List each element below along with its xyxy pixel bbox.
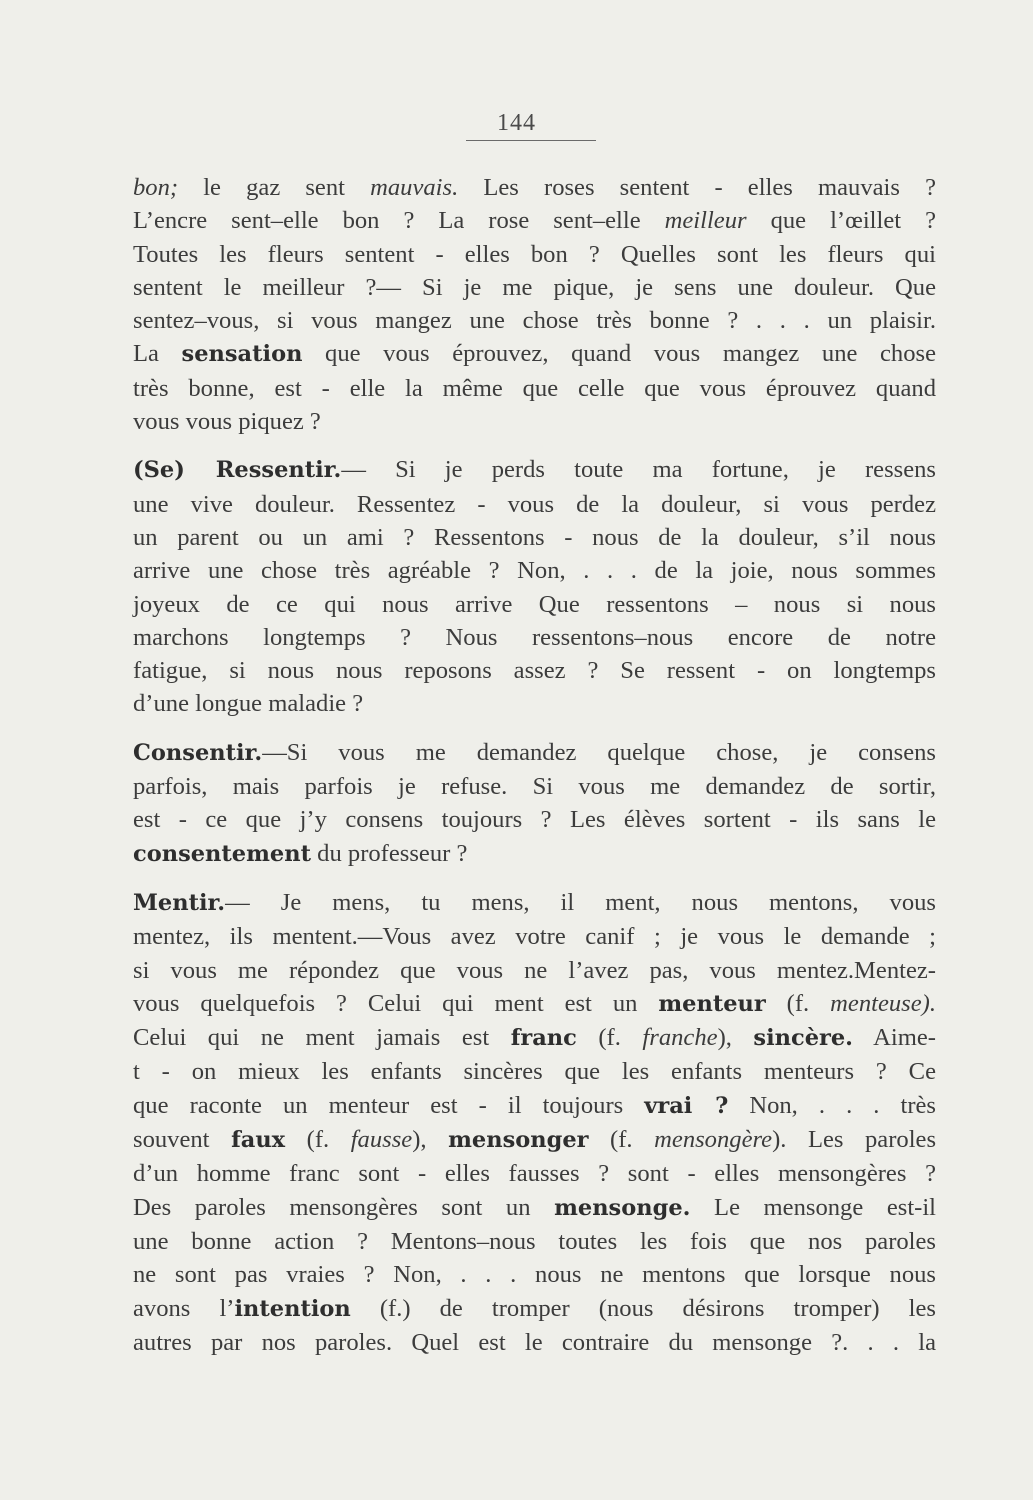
italic-word: mauvais. <box>370 174 459 201</box>
italic-word: franche <box>642 1024 718 1052</box>
text-line: vous quelquefois ? Celui qui ment est un menteur (f. menteuse). <box>133 989 936 1017</box>
vocabulary-term: faux <box>231 1127 286 1154</box>
text-line: bon; le gaz sent mauvais. Les roses sentent - elles mauvais ? <box>133 174 936 201</box>
vocabulary-term: sincère. <box>753 1025 854 1052</box>
text-line: Toutes les fleurs sentent - elles bon ? Quelles sont les fleurs qui <box>133 240 936 268</box>
page-number: 144 <box>497 110 536 136</box>
vocabulary-term: menteur <box>658 990 766 1017</box>
vocabulary-term: intention <box>234 1295 351 1322</box>
vocabulary-term: sensation <box>181 341 303 368</box>
vocabulary-term: vrai ? <box>644 1092 729 1119</box>
text-line: consentement du professeur ? <box>133 839 468 867</box>
text-line: Celui qui ne ment jamais est franc (f. franche), sincère. Aime- <box>133 1024 936 1052</box>
section-heading-ressentir: (Se) Ressentir. <box>133 457 342 484</box>
vocabulary-term: mensonger <box>448 1127 589 1154</box>
text-line: Mentir.— Je mens, tu mens, il ment, nous mentons, vous <box>133 888 936 916</box>
text-line: fatigue, si nous nous reposons assez ? Se ressent - on longtemps <box>133 657 936 685</box>
italic-word: fausse <box>350 1126 413 1154</box>
italic-word: menteuse). <box>830 989 936 1017</box>
text-line: sentez–vous, si vous mangez une chose très bonne ? . . . un plaisir. <box>133 307 936 335</box>
text-line: (Se) Ressentir.— Si je perds toute ma fortune, je ressens <box>133 456 937 484</box>
text-line: un parent ou un ami ? Ressentons - nous de la douleur, s’il nous <box>133 523 936 551</box>
text-line: d’une longue maladie ? <box>133 690 364 718</box>
text-line: est - ce que j’y consens toujours ? Les élèves sortent - ils sans le <box>133 806 936 834</box>
text-line: ne sont pas vraies ? Non, . . . nous ne mentons que lorsque nous <box>133 1261 936 1289</box>
text-line: parfois, mais parfois je refuse. Si vous me demandez de sortir, <box>133 773 936 801</box>
text-line: souvent faux (f. fausse), mensonger (f. mensongère). Les paroles <box>133 1126 937 1154</box>
section-heading-consentir: Consentir. <box>133 739 263 766</box>
vocabulary-term: mensonge. <box>554 1194 691 1221</box>
text-line: sentent le meilleur ?— Si je me pique, je sens une douleur. Que <box>133 273 936 301</box>
vocabulary-term: franc <box>510 1025 577 1052</box>
text-line: arrive une chose très agréable ? Non, . . . de la joie, nous sommes <box>133 557 936 585</box>
text-line: joyeux de ce qui nous arrive Que ressentons – nous si nous <box>133 590 936 618</box>
italic-word: bon; <box>133 174 179 201</box>
text-line: si vous me répondez que vous ne l’avez pas, vous mentez.Mentez- <box>133 956 936 984</box>
vocabulary-term: consentement <box>133 840 311 867</box>
italic-word: mensongère <box>654 1126 773 1154</box>
text-line: autres par nos paroles. Quel est le contraire du mensonge ?. . . la <box>133 1328 936 1356</box>
page-body-text <box>133 171 936 1359</box>
text-line: d’un homme franc sont - elles fausses ? sont - elles mensongères ? <box>133 1160 936 1188</box>
text-line: vous vous piquez ? <box>133 408 321 436</box>
text-line: avons l’intention (f.) de tromper (nous désirons tromper) les <box>133 1294 936 1322</box>
text-line: t - on mieux les enfants sincères que les enfants menteurs ? Ce <box>133 1058 936 1086</box>
header-rule <box>466 140 596 141</box>
text-line: très bonne, est - elle la même que celle que vous éprouvez quand <box>133 374 936 402</box>
text-line: que raconte un menteur est - il toujours vrai ? Non, . . . très <box>133 1091 936 1119</box>
text-line: une bonne action ? Mentons–nous toutes les fois que nos paroles <box>133 1227 936 1255</box>
text-line: La sensation que vous éprouvez, quand vous mangez une chose <box>133 340 936 368</box>
text-line: Consentir.—Si vous me demandez quelque chose, je consens <box>133 738 936 766</box>
text-line: marchons longtemps ? Nous ressentons–nous encore de notre <box>133 623 936 651</box>
text-line: L’encre sent–elle bon ? La rose sent–elle meilleur que l’œillet ? <box>133 207 936 235</box>
section-heading-mentir: Mentir. <box>133 889 226 916</box>
text-line: une vive douleur. Ressentez - vous de la douleur, si vous perdez <box>133 490 936 518</box>
text-line: Des paroles mensongères sont un mensonge. Le mensonge est-il <box>133 1193 937 1221</box>
text-line: mentez, ils mentent.—Vous avez votre canif ; je vous le demande ; <box>133 923 936 951</box>
italic-word: meilleur <box>664 207 747 235</box>
